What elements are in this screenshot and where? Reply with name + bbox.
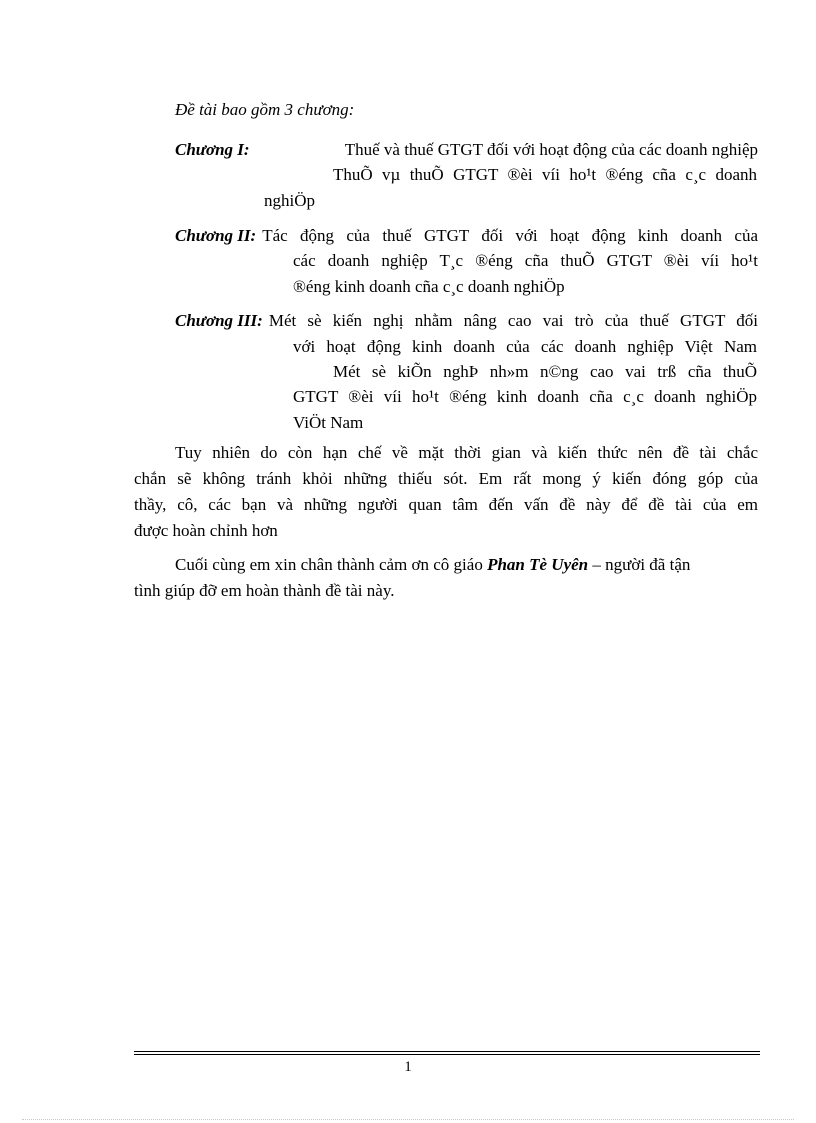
- paragraph-2-line-2: tình giúp đỡ em hoàn thành đề tài này.: [134, 581, 395, 600]
- thanks-text-end: – người đã tận: [588, 555, 691, 574]
- paragraph-1-line-4: được hoàn chỉnh hơn: [134, 521, 278, 540]
- chapter-3-line-5: ViÖt Nam: [293, 413, 364, 432]
- chapter-3-title: Mét sè kiến nghị nhằm nâng cao vai trò của thuế GTGT đối: [268, 311, 758, 330]
- chapter-2-title: Tác động của thuế GTGT đối với hoạt động kinh doanh của: [262, 226, 758, 245]
- page-number: 1: [404, 1059, 412, 1075]
- chapter-2-label: Chương II:: [175, 226, 257, 245]
- page-edge-divider: [22, 1119, 794, 1120]
- chapter-3-label: Chương III:: [175, 311, 263, 330]
- chapters-intro: Đề tài bao gồm 3 chương:: [175, 100, 355, 119]
- paragraph-2-line-1: [175, 554, 758, 576]
- chapter-1-line-3: nghiÖp: [264, 191, 315, 210]
- chapter-2-line-2: các doanh nghiệp T¸c ®éng cña thuÕ GTGT ®èi víi ho¹t: [293, 251, 758, 270]
- chapter-3-line-4: GTGT ®èi víi ho¹t ®éng kinh doanh cña c¸c doanh nghiÖp: [293, 387, 757, 406]
- chapter-2-line-1: [175, 225, 758, 247]
- chapter-3-line-2: với hoạt động kinh doanh của các doanh nghiệp Việt Nam: [293, 337, 757, 356]
- paragraph-1-line-3: thầy, cô, các bạn và những người quan tâm đến vấn đề này để đề tài của em: [134, 495, 758, 514]
- chapter-1-line-2: ThuÕ vµ thuÕ GTGT ®èi víi ho¹t ®éng cña c¸c doanh: [333, 165, 757, 184]
- paragraph-1-line-1: Tuy nhiên do còn hạn chế về mặt thời gian và kiến thức nên đề tài chắc: [175, 443, 758, 462]
- chapter-1-title: Thuế và thuế GTGT đối với hoạt động của các doanh nghiệp: [344, 140, 758, 159]
- chapter-1-label: Chương I:: [175, 140, 250, 159]
- footer-rule-bottom: [134, 1054, 760, 1055]
- chapter-2-line-3: ®éng kinh doanh cña c¸c doanh nghiÖp: [293, 277, 565, 296]
- chapter-3-line-1: [175, 310, 758, 332]
- thanks-text: Cuối cùng em xin chân thành cảm ơn cô giáo: [175, 555, 488, 574]
- teacher-name: Phan Tè Uyên: [487, 555, 589, 574]
- chapter-3-line-3: Mét sè kiÕn nghÞ nh»m n©ng cao vai trß cña thuÕ: [333, 362, 757, 381]
- footer-rule-top: [134, 1051, 760, 1052]
- chapter-1-line-1: [175, 139, 758, 161]
- paragraph-1-line-2: chắn sẽ không tránh khỏi những thiếu sót. Em rất mong ý kiến đóng góp của: [134, 469, 758, 488]
